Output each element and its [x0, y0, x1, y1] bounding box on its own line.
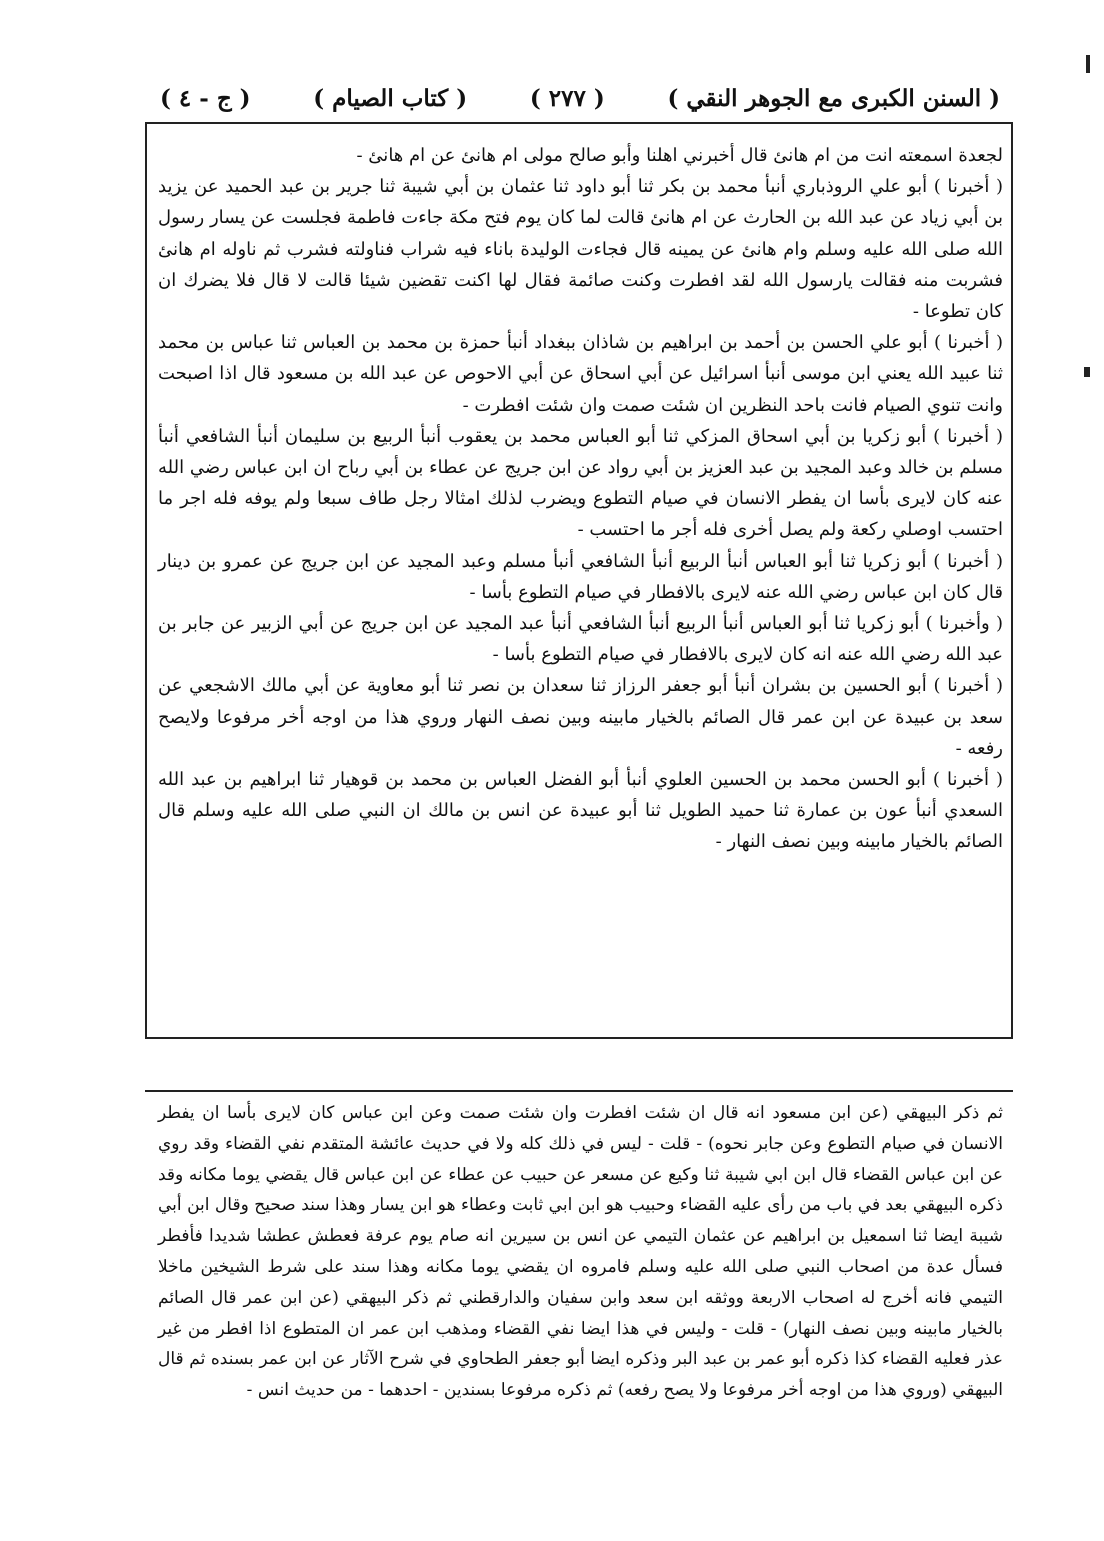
commentary-divider	[145, 1090, 1013, 1092]
main-text-divider	[145, 1037, 1013, 1039]
text-paragraph: ( أخبرنا ) أبو علي الحسن بن أحمد بن ابراهيم بن شاذان ببغداد أنبأ حمزة بن محمد بن العباس ثنا عباس بن محمد ثنا عبيد الله يعني ابن موسى أنبأ اسرائيل عن أبي اسحاق عن أبي الاحوص عن عبد الله بن مسعود قال اذا اصبحت وانت تنوي الصيام فانت باحد النظرين ان شئت صمت وان شئت افطرت -	[158, 332, 1003, 416]
text-paragraph: ( وأخبرنا ) أبو زكريا ثنا أبو العباس أنبأ الربيع أنبأ الشافعي أنبأ عبد المجيد عن ابن جريج عن أبي الزبير عن جابر بن عبد الله رضي الله عنه انه كان لايرى بالافطار في صيام التطوع بأسا -	[158, 613, 1003, 666]
text-paragraph: ( أخبرنا ) أبو الحسين بن بشران أنبأ أبو جعفر الرزاز ثنا سعدان بن نصر ثنا أبو معاوية عن أبي مالك الاشجعي عن سعد بن عبيدة عن ابن عمر قال الصائم بالخيار مابينه وبين نصف النهار وروي هذا من اوجه أخر مرفوعا ولايصح رفعه -	[158, 675, 1003, 759]
commentary-paragraph: ثم ذكر البيهقي (عن ابن مسعود انه قال ان شئت افطرت وان شئت صمت وعن ابن عباس كان لايرى بأسا ان يفطر الانسان في صيام التطوع وعن جابر نحوه) - قلت - ليس في ذلك كله ولا في حديث عائشة المتقدم نفي القضاء وقد روي عن ابن عباس القضاء قال ابن ابي شيبة ثنا وكيع عن مسعر عن حبيب عن عطاء عن ابن عباس قال يقضي يوما مكانه وقد ذكره البيهقي بعد في باب من رأى عليه القضاء وحبيب هو ابن ابي ثابت وعطاء هو ابن يسار وهذا سند صحيح وقال ابن أبي شيبة ايضا ثنا اسمعيل بن ابراهيم عن عثمان التيمي عن انس بن سيرين انه صام يوم عرفة فعطش عطشا شديدا فأفطر فسأل عدة من اصحاب النبي صلى الله عليه وسلم فامروه ان يقضي يوما مكانه وهذا سند على شرط الشيخين ماخلا التيمي فانه أخرج له اصحاب الاربعة ووثقه ابن سعد وابن سفيان والدارقطني ثم ذكر البيهقي (عن ابن عمر قال الصائم بالخيار مابينه وبين نصف النهار) - قلت - وليس في هذا ايضا نفي القضاء ومذهب ابن عمر ان المتطوع اذا افطر من غير عذر فعليه القضاء كذا ذكره أبو عمر بن عبد البر وذكره ايضا أبو جعفر الطحاوي في شرح الآثار عن ابن عمر بسنده ثم قال البيهقي (وروي هذا من اوجه أخر مرفوعا ولا يصح رفعه) ثم ذكره مرفوعا بسندين - احدهما - من حديث انس -	[158, 1103, 1003, 1401]
text-paragraph: ( أخبرنا ) أبو علي الروذباري أنبأ محمد بن بكر ثنا أبو داود ثنا عثمان بن أبي شيبة ثنا جرير بن عبد الحميد عن يزيد بن أبي زياد عن عبد الله بن الحارث عن ام هانئ قالت لما كان يوم فتح مكة جاءت فاطمة فجلست عن يسار رسول الله صلى الله عليه وسلم وام هانئ عن يمينه قال فجاءت الوليدة باناء فيه شراب فناولته فشرب ثم ناوله ام هانئ فشربت منه فقالت يارسول الله لقد افطرت وكنت صائمة فقال لها اكنت تقضين شيئا قالت لا قال فلا يضرك ان كان تطوعا -	[158, 176, 1003, 323]
margin-mark	[1086, 55, 1090, 73]
page-header	[160, 76, 1000, 120]
commentary-text	[158, 1098, 1003, 1406]
page-number: ( ٢٧٧ )	[529, 84, 605, 112]
book-title: ( السنن الكبرى مع الجوهر النقي )	[667, 84, 1000, 112]
text-paragraph: ( أخبرنا ) أبو الحسن محمد بن الحسين العلوي أنبأ أبو الفضل العباس بن محمد بن قوهيار ثنا ابراهيم بن عبد الله السعدي أنبأ عون بن عمارة ثنا حميد الطويل ثنا أبو عبيدة عن انس بن مالك ان النبي صلى الله عليه وسلم قال الصائم بالخيار مابينه وبين نصف النهار -	[158, 769, 1003, 853]
text-paragraph: ( أخبرنا ) أبو زكريا بن أبي اسحاق المزكي ثنا أبو العباس محمد بن يعقوب أنبأ الربيع بن سليمان أنبأ الشافعي أنبأ مسلم بن خالد وعبد المجيد بن عبد العزيز بن أبي رواد عن ابن جريج عن عطاء بن أبي رباح ان ابن عباس رضي الله عنه كان لايرى بأسا ان يفطر الانسان في صيام التطوع ويضرب لذلك امثالا رجل طاف سبعا ولم يوفه فله اجر ما احتسب اوصلي ركعة ولم يصل أخرى فله أجر ما احتسب -	[158, 425, 1003, 541]
margin-mark	[1084, 367, 1090, 377]
main-text	[158, 140, 1003, 858]
text-paragraph: ( أخبرنا ) أبو زكريا ثنا أبو العباس أنبأ الربيع أنبأ الشافعي أنبأ مسلم وعبد المجيد عن ابن جريج عن عمرو بن دينار قال كان ابن عباس رضي الله عنه لايرى بالافطار في صيام التطوع بأسا -	[158, 550, 1003, 603]
text-paragraph: لجعدة اسمعته انت من ام هانئ قال أخبرني اهلنا وأبو صالح مولى ام هانئ عن ام هانئ -	[356, 145, 1003, 166]
volume-number: ( ج - ٤ )	[160, 84, 251, 112]
chapter-title: ( كتاب الصيام )	[313, 84, 468, 112]
